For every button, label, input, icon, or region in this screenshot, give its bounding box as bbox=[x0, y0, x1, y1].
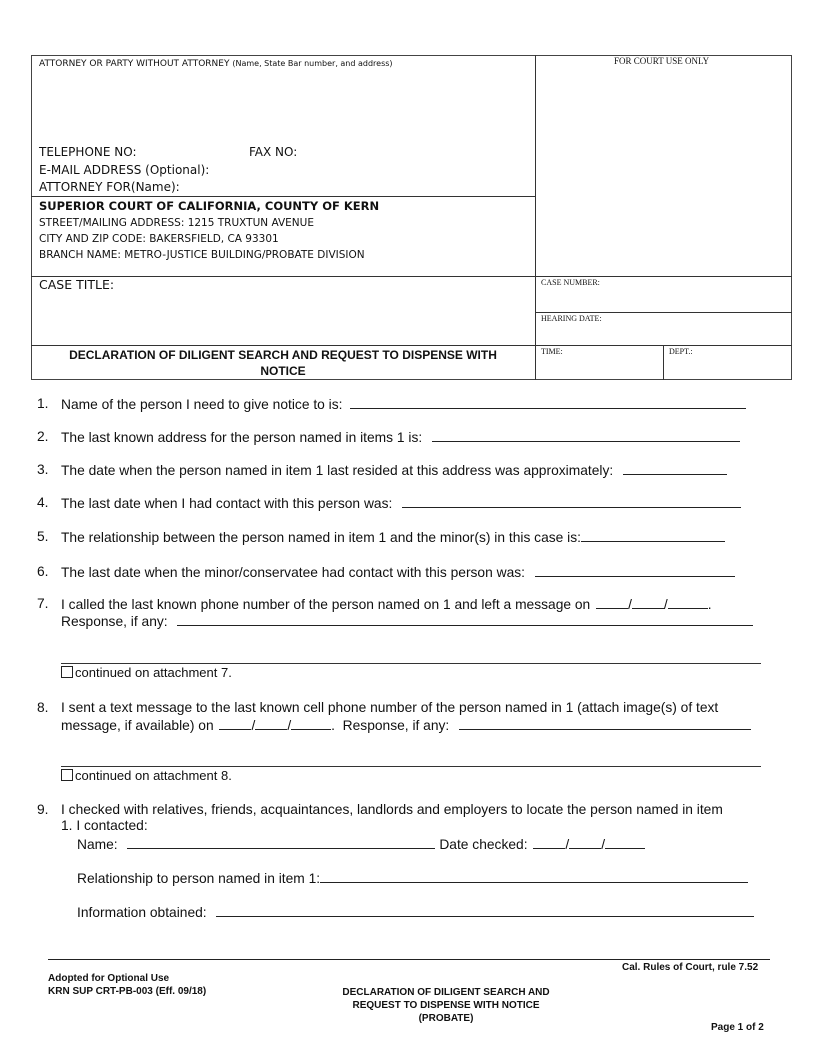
form-number: KRN SUP CRT-PB-003 (Eff. 09/18) bbox=[48, 986, 207, 997]
footer-divider bbox=[48, 959, 770, 960]
minor-contact-field[interactable] bbox=[535, 564, 735, 577]
call-date-year[interactable] bbox=[668, 596, 708, 609]
last-address-field[interactable] bbox=[432, 429, 740, 442]
adopted-note: Adopted for Optional Use bbox=[48, 973, 170, 984]
fax-label: FAX NO: bbox=[249, 145, 298, 159]
divider bbox=[663, 345, 664, 380]
relationship-field[interactable] bbox=[581, 529, 725, 542]
hearing-date-label: HEARING DATE: bbox=[541, 314, 602, 323]
divider bbox=[31, 276, 792, 277]
form-title: DECLARATION OF DILIGENT SEARCH AND REQUEST TO DISPENSE WITH NOTICE bbox=[69, 348, 497, 378]
call-date-month[interactable] bbox=[596, 596, 628, 609]
telephone-label: TELEPHONE NO: bbox=[39, 145, 137, 159]
court-branch: BRANCH NAME: METRO-JUSTICE BUILDING/PROBATE DIVISION bbox=[39, 249, 365, 261]
case-title-label: CASE TITLE: bbox=[39, 277, 115, 292]
text-date-month[interactable] bbox=[219, 717, 251, 730]
divider bbox=[535, 55, 536, 380]
continued-7-checkbox[interactable] bbox=[61, 666, 73, 678]
text-date-year[interactable] bbox=[291, 717, 331, 730]
continued-8-checkbox[interactable] bbox=[61, 769, 73, 781]
time-label: TIME: bbox=[541, 347, 563, 356]
text-response-field-line2[interactable] bbox=[61, 766, 761, 767]
divider bbox=[31, 196, 535, 197]
email-label: E-MAIL ADDRESS (Optional): bbox=[39, 163, 210, 177]
notice-person-field[interactable] bbox=[350, 396, 746, 409]
contact-relationship-field[interactable] bbox=[320, 870, 748, 883]
divider bbox=[31, 345, 792, 346]
page-number: Page 1 of 2 bbox=[711, 1022, 764, 1033]
case-number-label: CASE NUMBER: bbox=[541, 278, 600, 287]
rules-reference: Cal. Rules of Court, rule 7.52 bbox=[622, 962, 759, 973]
call-response-field-line2[interactable] bbox=[61, 663, 761, 664]
attorney-label: ATTORNEY OR PARTY WITHOUT ATTORNEY (Name, State Bar number, and address) bbox=[39, 59, 393, 69]
resided-date-field[interactable] bbox=[623, 462, 727, 475]
date-checked-month[interactable] bbox=[533, 836, 565, 849]
text-date-day[interactable] bbox=[255, 717, 287, 730]
divider bbox=[535, 312, 792, 313]
date-checked-day[interactable] bbox=[569, 836, 601, 849]
call-response-field[interactable] bbox=[177, 613, 753, 626]
dept-label: DEPT.: bbox=[669, 347, 693, 356]
call-date-day[interactable] bbox=[632, 596, 664, 609]
court-use-label: FOR COURT USE ONLY bbox=[614, 56, 710, 66]
court-street: STREET/MAILING ADDRESS: 1215 TRUXTUN AVENUE bbox=[39, 217, 314, 229]
court-name: SUPERIOR COURT OF CALIFORNIA, COUNTY OF KERN bbox=[39, 199, 380, 213]
attorney-for-label: ATTORNEY FOR(Name): bbox=[39, 180, 180, 194]
last-contact-field[interactable] bbox=[402, 495, 741, 508]
footer-title: DECLARATION OF DILIGENT SEARCH AND REQUEST TO DISPENSE WITH NOTICE (PROBATE) bbox=[342, 987, 550, 1024]
contact-name-field[interactable] bbox=[127, 836, 435, 849]
text-response-field[interactable] bbox=[459, 717, 751, 730]
court-city: CITY AND ZIP CODE: BAKERSFIELD, CA 93301 bbox=[39, 233, 279, 245]
date-checked-year[interactable] bbox=[605, 836, 645, 849]
information-obtained-field[interactable] bbox=[216, 904, 754, 917]
